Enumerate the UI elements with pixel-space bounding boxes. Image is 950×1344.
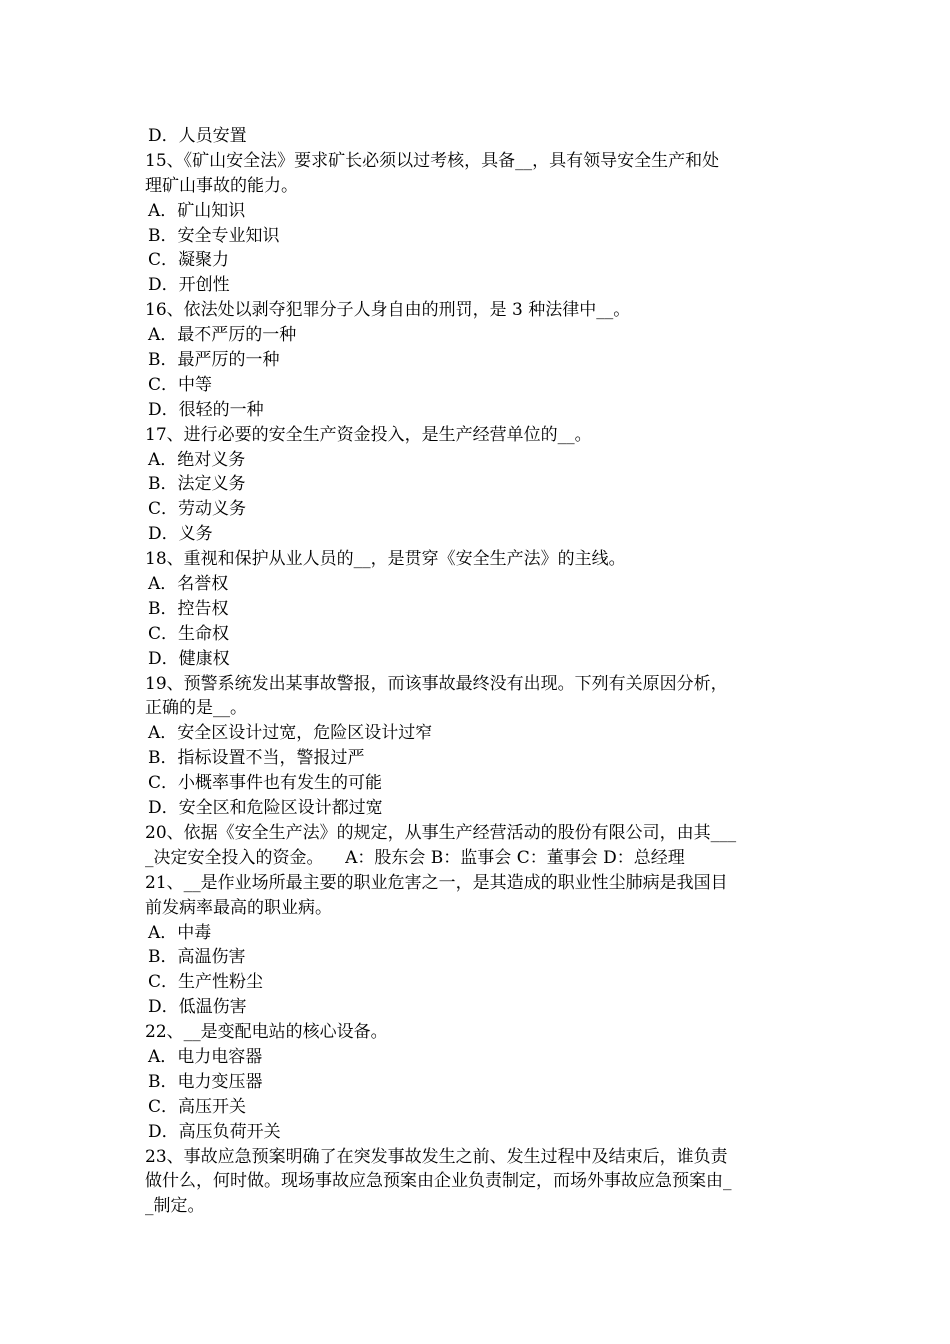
question-text-line: 18、重视和保护从业人员的__，是贯穿《安全生产法》的主线。 xyxy=(145,549,626,570)
answer-option-line: C．中等 xyxy=(148,374,213,395)
question-text-line: 15、《矿山安全法》要求矿长必须以过考核，具备__，具有领导安全生产和处 xyxy=(145,150,720,171)
question-text-line: _制定。 xyxy=(145,1196,205,1217)
answer-option-line: A．最不严厉的一种 xyxy=(148,325,297,346)
question-text-line: 20、依据《安全生产法》的规定，从事生产经营活动的股份有限公司，由其___ xyxy=(145,822,737,843)
question-text-line: _决定安全投入的资金。 A：股东会 B：监事会 C：董事会 D：总经理 xyxy=(145,847,685,868)
answer-option-line: A．安全区设计过宽，危险区设计过窄 xyxy=(148,723,433,744)
answer-option-line: C．凝聚力 xyxy=(148,250,230,271)
answer-option-line: C．生产性粉尘 xyxy=(148,972,264,993)
question-text-line: 16、依法处以剥夺犯罪分子人身自由的刑罚，是 3 种法律中__。 xyxy=(145,300,631,321)
answer-option-line: D．健康权 xyxy=(148,648,230,669)
answer-option-line: D．高压负荷开关 xyxy=(148,1121,281,1142)
answer-option-line: C．小概率事件也有发生的可能 xyxy=(148,773,383,794)
answer-option-line: A．中毒 xyxy=(148,922,212,943)
question-text-line: 正确的是__。 xyxy=(145,698,247,719)
document-page xyxy=(145,124,813,1219)
answer-option-line: D．安全区和危险区设计都过宽 xyxy=(148,798,383,819)
answer-option-line: A．矿山知识 xyxy=(148,200,246,221)
answer-option-line: B．法定义务 xyxy=(148,474,246,495)
answer-option-line: B．电力变压器 xyxy=(148,1071,263,1092)
answer-option-line: B．高温伤害 xyxy=(148,947,246,968)
question-text-line: 22、__是变配电站的核心设备。 xyxy=(145,1022,388,1043)
answer-option-line: A．名誉权 xyxy=(148,574,229,595)
answer-option-line: B．安全专业知识 xyxy=(148,225,280,246)
answer-option-line: B．最严厉的一种 xyxy=(148,350,280,371)
answer-option-line: C．生命权 xyxy=(148,623,230,644)
answer-option-line: A．绝对义务 xyxy=(148,449,246,470)
answer-option-line: B．控告权 xyxy=(148,598,229,619)
question-text-line: 19、预警系统发出某事故警报，而该事故最终没有出现。下列有关原因分析， xyxy=(145,673,728,694)
question-text-line: 理矿山事故的能力。 xyxy=(145,175,298,196)
answer-option-line: D．低温伤害 xyxy=(148,997,247,1018)
answer-option-line: D．义务 xyxy=(148,524,213,545)
answer-option-line: C．高压开关 xyxy=(148,1096,247,1117)
question-text-line: 23、事故应急预案明确了在突发事故发生之前、发生过程中及结束后，谁负责 xyxy=(145,1146,728,1167)
question-text-line: 21、__是作业场所最主要的职业危害之一，是其造成的职业性尘肺病是我国目 xyxy=(145,872,728,893)
question-text-line: 前发病率最高的职业病。 xyxy=(145,897,332,918)
answer-option-line: B．指标设置不当，警报过严 xyxy=(148,748,365,769)
question-text-line: 17、进行必要的安全生产资金投入，是生产经营单位的__。 xyxy=(145,424,592,445)
answer-option-line: A．电力电容器 xyxy=(148,1046,263,1067)
question-text-line: 做什么，何时做。现场事故应急预案由企业负责制定，而场外事故应急预案由_ xyxy=(145,1171,732,1192)
answer-option-line: C．劳动义务 xyxy=(148,499,247,520)
answer-option-line: D．开创性 xyxy=(148,275,230,296)
answer-option-line: D．很轻的一种 xyxy=(148,399,264,420)
answer-option-line: D．人员安置 xyxy=(148,126,247,146)
